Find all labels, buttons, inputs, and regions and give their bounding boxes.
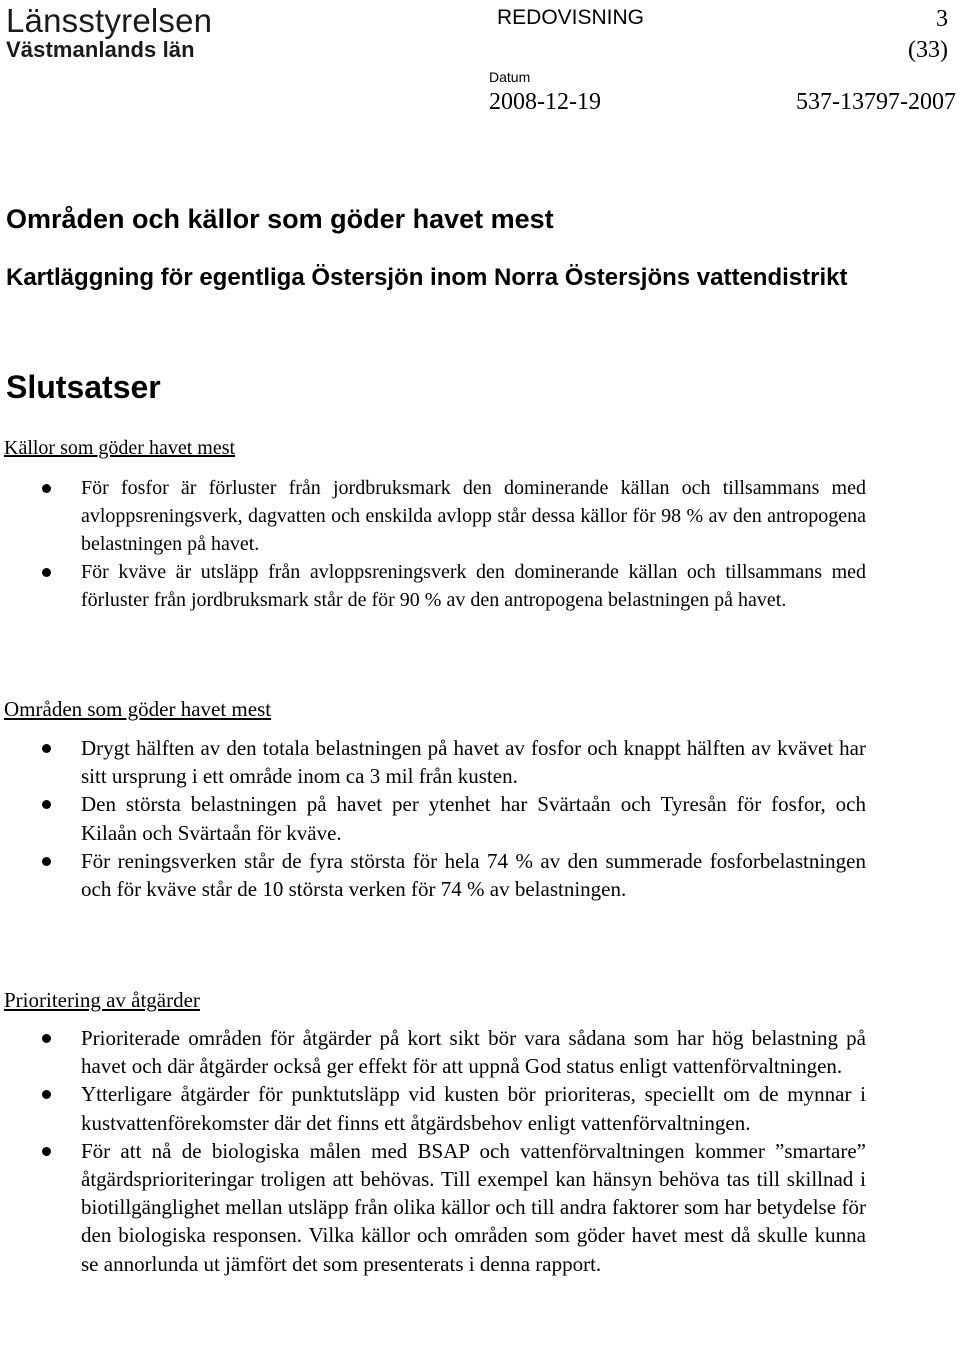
areas-bullet-list (0, 734, 866, 903)
list-item (0, 558, 866, 614)
bullet-icon (42, 800, 51, 809)
list-item-text: Ytterligare åtgärder för punktutsläpp vid kusten bör prioriteras, speciellt om de mynnar i kustvattenförekomster där det finns ett åtgärdsbehov enligt vattenförvaltningen. (81, 1082, 866, 1135)
section-title: Slutsatser (6, 369, 161, 405)
list-item (0, 1024, 866, 1080)
heading-areas: Områden som göder havet mest (4, 697, 272, 721)
document-type: REDOVISNING (497, 6, 645, 29)
list-item (0, 1137, 866, 1278)
bullet-icon (42, 857, 51, 866)
bullet-icon (42, 484, 51, 493)
list-item-text: För reningsverken står de fyra största för hela 74 % av den summerade fosforbelastningen och för kväve står de 10 största verken för 74 % av belastningen. (81, 848, 866, 902)
case-number: 537-13797-2007 (796, 89, 956, 115)
list-item (0, 1080, 866, 1136)
list-item-text: Den största belastningen på havet per ytenhet har Svärtaån och Tyresån för fosfor, och Kilaån och Svärtaån för kväve. (81, 792, 866, 845)
bullet-icon (42, 1034, 51, 1043)
date-value: 2008-12-19 (489, 89, 601, 115)
bullet-icon (42, 568, 51, 577)
page-number: 3 (936, 6, 948, 32)
logo-agency-name: Länsstyrelsen (6, 2, 213, 39)
heading-sources: Källor som göder havet mest (4, 437, 236, 459)
heading-priorities: Prioritering av åtgärder (4, 988, 200, 1012)
list-item-text: För kväve är utsläpp från avloppsreningsverk den dominerande källan och tillsammans med förluster från jordbruksmark står de för 90 % av den antropogena belastningen på havet. (81, 561, 866, 611)
bullet-icon (42, 1090, 51, 1099)
list-item (0, 474, 866, 558)
page-indicator (908, 5, 948, 67)
list-item (0, 790, 866, 846)
page-title: Områden och källor som göder havet mest (6, 204, 554, 234)
date-label: Datum (489, 69, 531, 85)
agency-logo (6, 4, 212, 62)
bullet-icon (42, 1147, 51, 1156)
page-subtitle: Kartläggning för egentliga Östersjön inom Norra Östersjöns vattendistrikt (6, 264, 848, 291)
list-item-text: För att nå de biologiska målen med BSAP och vattenförvaltningen kommer ”smartare” åtgärdsprioriteringar troligen att behövas. Till exempel kan hänsyn behöva tas till skillnad i biotillgänglighet mellan utsläpp från olika källor och till andra faktorer som har betydelse för den biologiska responsen. Vilka källor och områden som göder havet mest då skulle kunna se annorlunda ut jämfört det som presenterats i denna rapport. (81, 1138, 866, 1276)
page-total: (33) (908, 37, 948, 63)
list-item-text: Drygt hälften av den totala belastningen på havet av fosfor och knappt hälften av kvävet har sitt ursprung i ett område inom ca 3 mil från kusten. (81, 736, 866, 789)
list-item (0, 734, 866, 790)
logo-county-name: Västmanlands län (6, 37, 195, 62)
list-item-text: För fosfor är förluster från jordbruksmark den dominerande källan och tillsammans med avloppsreningsverk, dagvatten och enskilda avlopp står dessa källor för 98 % av den antropogena belastningen på havet. (81, 477, 866, 555)
sources-bullet-list (0, 474, 866, 614)
list-item-text: Prioriterade områden för åtgärder på kort sikt bör vara sådana som har hög belastning på havet och där åtgärder också ger effekt för att uppnå God status enligt vattenförvaltningen. (81, 1026, 866, 1079)
bullet-icon (42, 744, 51, 753)
list-item (0, 847, 866, 903)
priorities-bullet-list (0, 1024, 866, 1278)
